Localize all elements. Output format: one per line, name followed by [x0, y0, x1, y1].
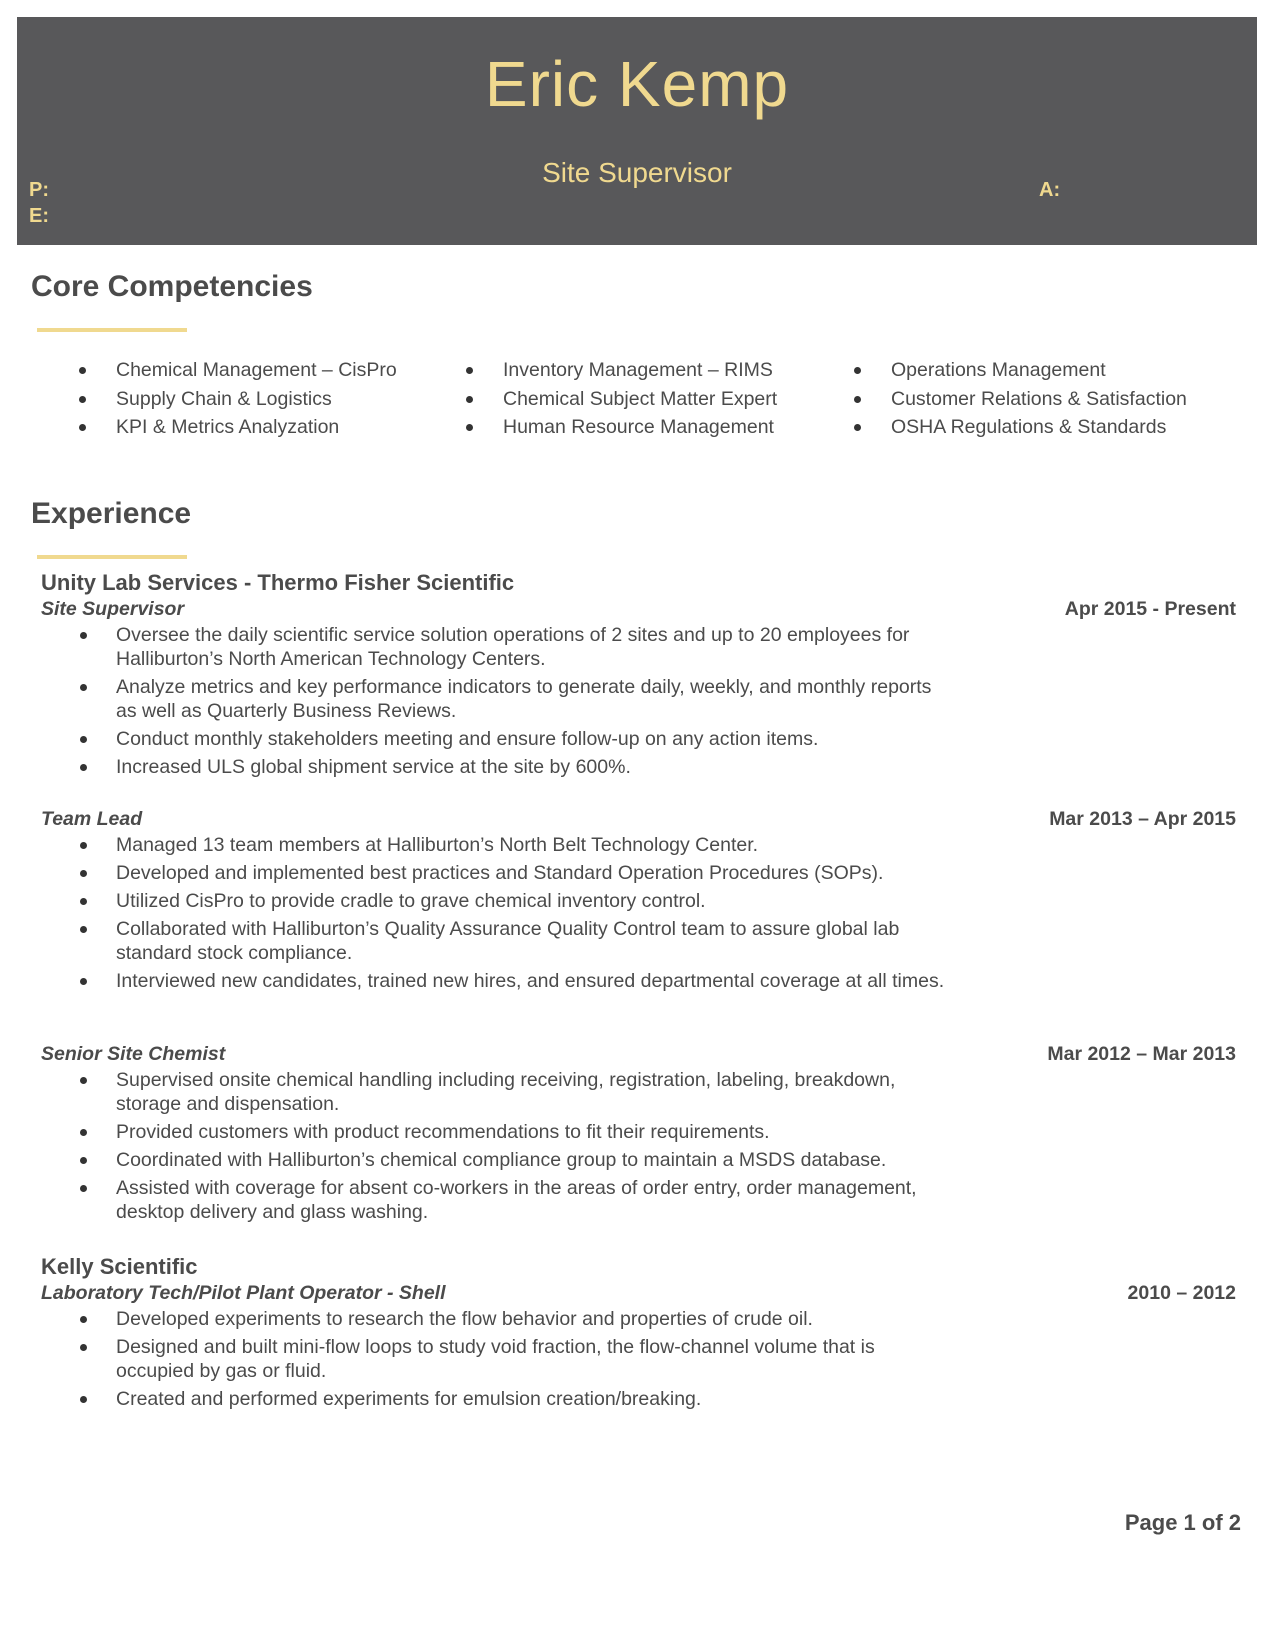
competency-column-3	[854, 356, 1187, 442]
role-dates: Mar 2012 – Mar 2013	[1047, 1043, 1236, 1065]
duty-item: Developed experiments to research the flow behavior and properties of crude oil.	[41, 1307, 951, 1331]
role-dates: 2010 – 2012	[1127, 1282, 1236, 1304]
competency-column-2	[466, 356, 777, 442]
duty-item: Supervised onsite chemical handling including receiving, registration, labeling, breakdown, storage and dispensation.	[41, 1068, 951, 1116]
experience-rule	[37, 555, 187, 559]
duty-item: Conduct monthly stakeholders meeting and ensure follow-up on any action items.	[41, 727, 951, 751]
role-dates: Apr 2015 - Present	[1064, 598, 1236, 620]
phone-label: P:	[29, 179, 49, 201]
competency-item: Human Resource Management	[466, 413, 777, 442]
role-row	[41, 1041, 1236, 1068]
competency-item: Supply Chain & Logistics	[79, 385, 397, 414]
duty-item: Assisted with coverage for absent co-workers in the areas of order entry, order management, desktop delivery and glass washing.	[41, 1176, 951, 1224]
company-name: Unity Lab Services - Thermo Fisher Scientific	[41, 570, 515, 595]
candidate-name: Eric Kemp	[484, 48, 790, 120]
duty-item: Interviewed new candidates, trained new hires, and ensured departmental coverage at all times.	[41, 969, 951, 993]
job-entry-3	[41, 1041, 1236, 1228]
company-name: Kelly Scientific	[41, 1254, 198, 1279]
duty-item: Managed 13 team members at Halliburton’s North Belt Technology Center.	[41, 833, 951, 857]
duty-item: Oversee the daily scientific service solution operations of 2 sites and up to 20 employees for Halliburton’s North American Technology Centers.	[41, 623, 951, 671]
duty-item: Designed and built mini-flow loops to study void fraction, the flow-channel volume that is occupied by gas or fluid.	[41, 1335, 951, 1383]
duty-item: Analyze metrics and key performance indicators to generate daily, weekly, and monthly reports as well as Quarterly Business Reviews.	[41, 675, 951, 723]
core-competencies-heading: Core Competencies	[31, 270, 313, 303]
role-title: Senior Site Chemist	[41, 1043, 226, 1065]
duties-list	[41, 623, 951, 779]
competency-column-1	[79, 356, 397, 442]
job-entry-1	[41, 569, 1236, 783]
duty-item: Collaborated with Halliburton’s Quality Assurance Quality Control team to assure global lab standard stock compliance.	[41, 917, 951, 965]
core-competencies-rule	[37, 328, 187, 332]
page-number: Page 1 of 2	[1124, 1510, 1241, 1535]
duties-list	[41, 1068, 951, 1224]
duty-item: Created and performed experiments for emulsion creation/breaking.	[41, 1387, 951, 1411]
role-row	[41, 806, 1236, 833]
role-row	[41, 1280, 1236, 1307]
competency-item: Chemical Subject Matter Expert	[466, 385, 777, 414]
competency-item: Customer Relations & Satisfaction	[854, 385, 1187, 414]
job-title: Site Supervisor	[542, 157, 732, 188]
header-banner	[17, 17, 1257, 245]
duty-item: Developed and implemented best practices and Standard Operation Procedures (SOPs).	[41, 861, 951, 885]
email-label: E:	[29, 205, 49, 227]
duty-item: Provided customers with product recommendations to fit their requirements.	[41, 1120, 951, 1144]
duty-item: Coordinated with Halliburton’s chemical compliance group to maintain a MSDS database.	[41, 1148, 951, 1172]
role-row	[41, 596, 1236, 623]
duties-list	[41, 1307, 951, 1411]
competency-item: Inventory Management – RIMS	[466, 356, 777, 385]
job-entry-2	[41, 806, 1236, 997]
competency-item: KPI & Metrics Analyzation	[79, 413, 397, 442]
role-title: Team Lead	[41, 808, 143, 830]
duty-item: Increased ULS global shipment service at the site by 600%.	[41, 755, 951, 779]
job-entry-4	[41, 1253, 1236, 1415]
role-dates: Mar 2013 – Apr 2015	[1049, 808, 1236, 830]
experience-heading: Experience	[31, 497, 192, 530]
role-title: Laboratory Tech/Pilot Plant Operator - Shell	[41, 1282, 446, 1304]
duties-list	[41, 833, 951, 993]
role-title: Site Supervisor	[41, 598, 185, 620]
address-label: A:	[1039, 179, 1061, 201]
competency-item: Operations Management	[854, 356, 1187, 385]
competency-item: OSHA Regulations & Standards	[854, 413, 1187, 442]
competency-item: Chemical Management – CisPro	[79, 356, 397, 385]
duty-item: Utilized CisPro to provide cradle to grave chemical inventory control.	[41, 889, 951, 913]
